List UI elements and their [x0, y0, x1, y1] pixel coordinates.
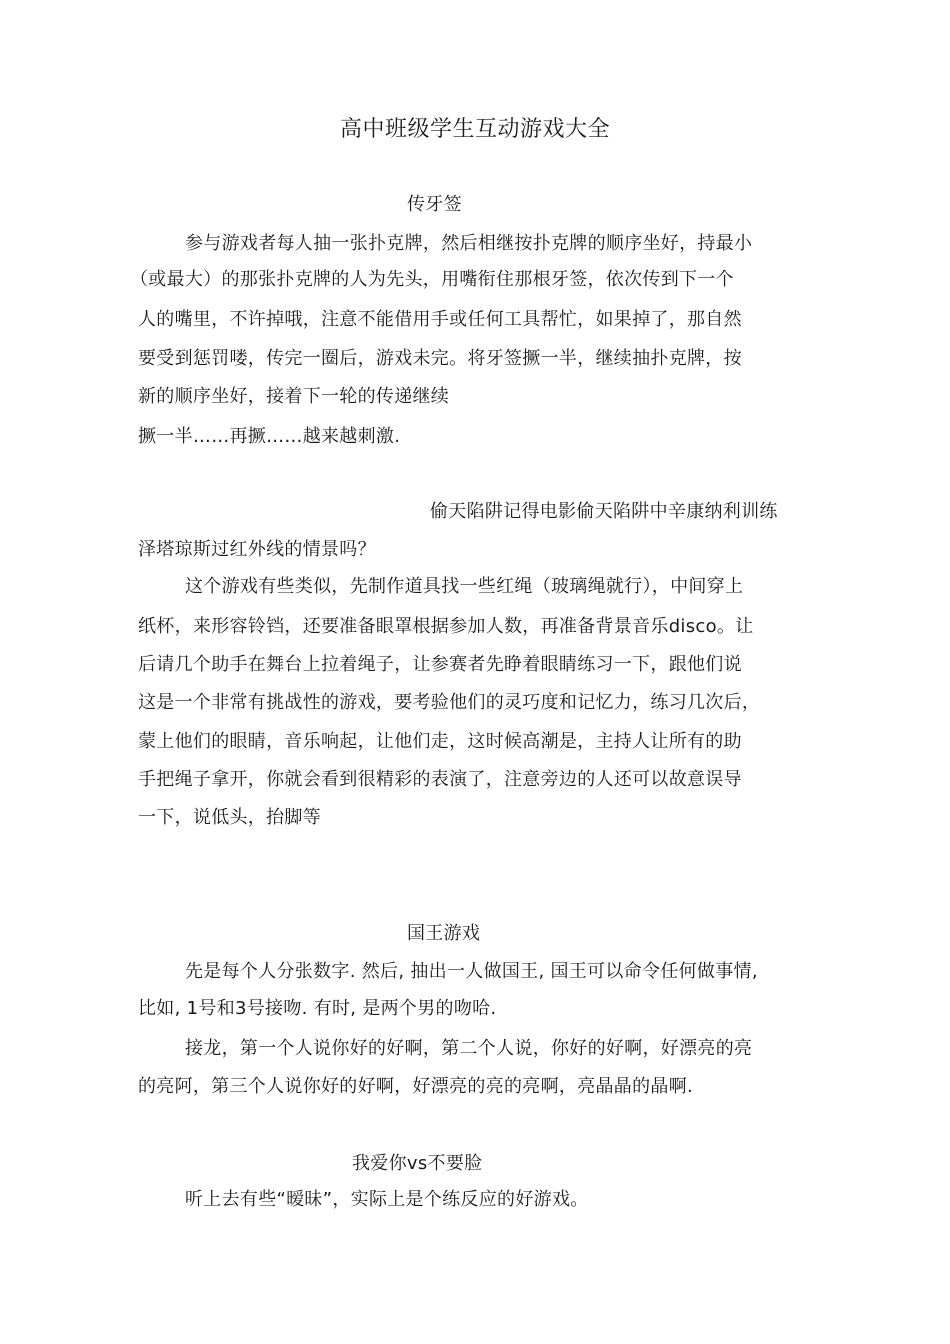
section-heading: 我爱你vs不要脸 — [352, 1153, 483, 1174]
paragraph-line: 人的嘴里，不许掉哦，注意不能借用手或任何工具帮忙，如果掉了，那自然 — [138, 309, 742, 330]
paragraph-line: 手把绳子拿开，你就会看到很精彩的表演了，注意旁边的人还可以故意误导 — [138, 769, 742, 790]
paragraph-line: 撅一半……再撅……越来越刺激. — [138, 426, 401, 447]
paragraph-line: （或最大）的那张扑克牌的人为先头，用嘴衔住那根牙签，依次传到下一个 — [130, 269, 734, 290]
paragraph-line: 新的顺序坐好，接着下一轮的传递继续 — [138, 386, 450, 407]
paragraph-line: 后请几个助手在舞台上拉着绳子，让参赛者先睁着眼睛练习一下，跟他们说 — [138, 654, 742, 675]
paragraph-line: 泽塔琼斯过红外线的情景吗？ — [138, 539, 376, 560]
section-heading: 偷天陷阱记得电影偷天陷阱中辛康纳利训练 — [430, 501, 778, 522]
paragraph-line: 听上去有些“暧昧”，实际上是个练反应的好游戏。 — [185, 1189, 589, 1210]
document-title: 高中班级学生互动游戏大全 — [339, 117, 610, 142]
paragraph-line: 一下，说低头，抬脚等 — [138, 807, 321, 828]
paragraph-line: 先是每个人分张数字. 然后, 抽出一人做国王, 国王可以命令任何做事情, — [185, 961, 758, 982]
paragraph-line: 的亮阿，第三个人说你好的好啊，好漂亮的亮的亮啊，亮晶晶的晶啊. — [138, 1076, 694, 1097]
paragraph-line: 比如, 1号和3号接吻. 有时, 是两个男的吻哈. — [138, 998, 497, 1019]
paragraph-line: 这是一个非常有挑战性的游戏，要考验他们的灵巧度和记忆力，练习几次后， — [138, 692, 761, 713]
paragraph-line: 蒙上他们的眼睛，音乐响起，让他们走，这时候高潮是，主持人让所有的助 — [138, 731, 742, 752]
paragraph-line: 参与游戏者每人抽一张扑克牌，然后相继按扑克牌的顺序坐好，持最小 — [185, 233, 753, 254]
paragraph-line: 纸杯，来形容铃铛，还要准备眼罩根据参加人数，再准备背景音乐disco。让 — [138, 616, 754, 637]
paragraph-line: 要受到惩罚喽，传完一圈后，游戏未完。将牙签撅一半，继续抽扑克牌，按 — [138, 348, 742, 369]
paragraph-line: 接龙，第一个人说你好的好啊，第二个人说，你好的好啊，好漂亮的亮 — [185, 1038, 753, 1059]
section-heading: 国王游戏 — [407, 923, 481, 944]
paragraph-line: 这个游戏有些类似，先制作道具找一些红绳（玻璃绳就行），中间穿上 — [185, 576, 744, 597]
section-heading: 传牙签 — [407, 194, 462, 215]
